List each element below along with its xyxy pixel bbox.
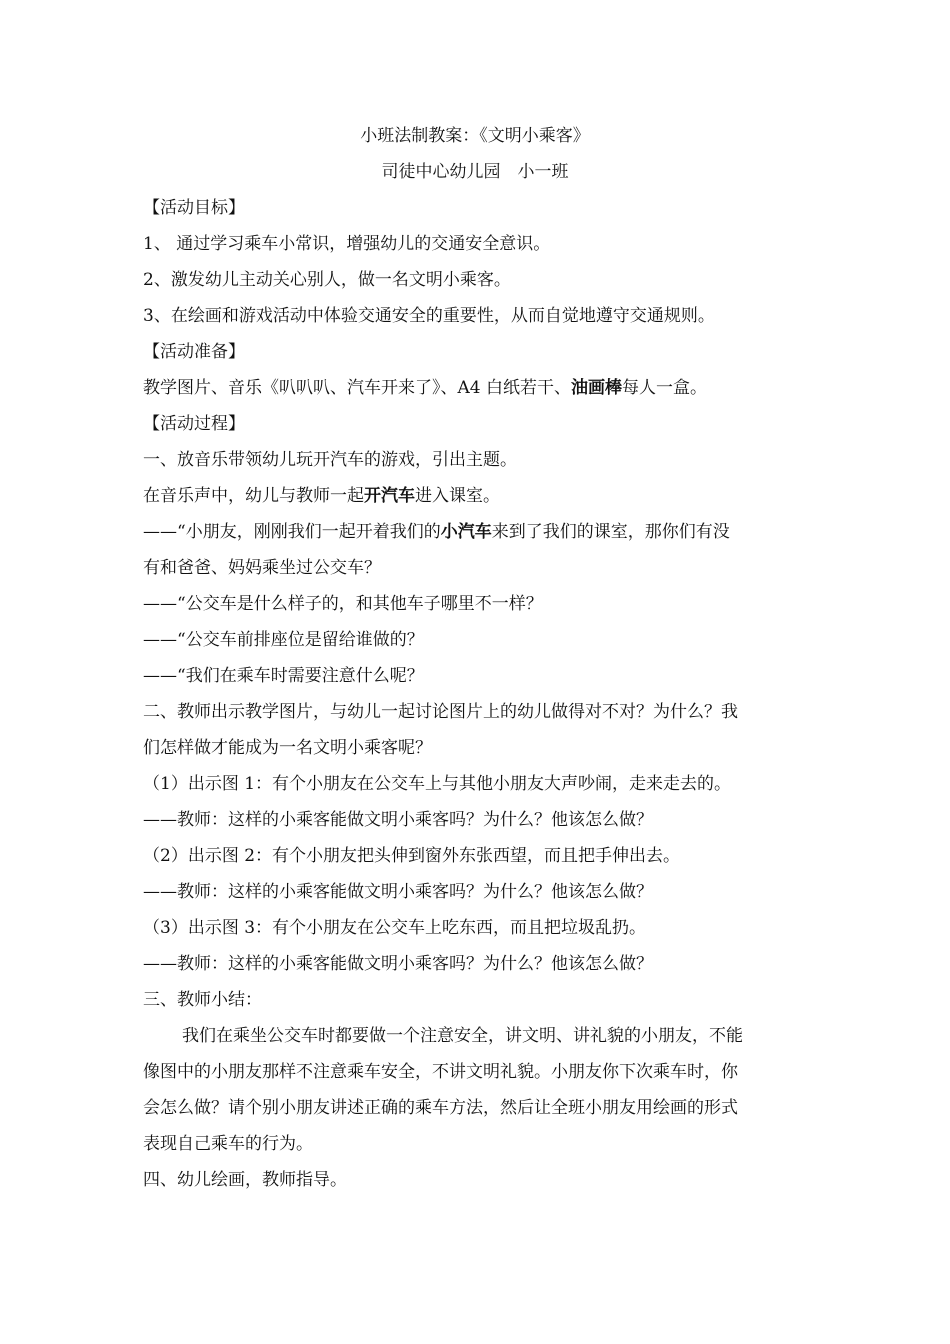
step1-text-bold: 开汽车 — [364, 486, 415, 506]
goal-heading: 【活动目标】 — [143, 198, 245, 218]
step1-text — [143, 484, 500, 508]
step4-title: 四、幼儿绘画，教师指导。 — [143, 1170, 347, 1190]
step2-line1: 二、教师出示教学图片，与幼儿一起讨论图片上的幼儿做得对不对？为什么？我 — [143, 702, 738, 722]
question-1-part1: ——“小朋友，刚刚我们一起开着我们的 — [143, 522, 441, 542]
question-1-part2: 来到了我们的课室，那你们有没 — [491, 522, 730, 542]
teacher-question-1: ——教师：这样的小乘客能做文明小乘客吗？为什么？他该怎么做？ — [143, 810, 653, 830]
step3-title: 三、教师小结： — [143, 990, 262, 1010]
teacher-question-2: ——教师：这样的小乘客能做文明小乘客吗？为什么？他该怎么做？ — [143, 882, 653, 902]
prep-text-bold: 油画棒 — [571, 378, 622, 398]
goal-item-2: 2、激发幼儿主动关心别人，做一名文明小乘客。 — [143, 270, 511, 290]
summary-line-3: 会怎么做？请个别小朋友讲述正确的乘车方法，然后让全班小朋友用绘画的形式 — [143, 1098, 738, 1118]
summary-line-2: 像图中的小朋友那样不注意乘车安全，不讲文明礼貌。小朋友你下次乘车时，你 — [143, 1062, 738, 1082]
prep-text-part1: 教学图片、音乐《叭叭叭、汽车开来了》、A4 白纸若干、 — [143, 378, 571, 398]
question-2: ——“公交车是什么样子的，和其他车子哪里不一样？ — [143, 594, 543, 614]
goal-item-3: 3、在绘画和游戏活动中体验交通安全的重要性，从而自觉地遵守交通规则。 — [143, 306, 715, 326]
question-3: ——“公交车前排座位是留给谁做的？ — [143, 630, 424, 650]
question-1-line2: 有和爸爸、妈妈乘坐过公交车？ — [143, 558, 381, 578]
step1-text-part1: 在音乐声中，幼儿与教师一起 — [143, 486, 364, 506]
goal-item-1: 1、 通过学习乘车小常识，增强幼儿的交通安全意识。 — [143, 234, 551, 254]
step2-line2: 们怎样做才能成为一名文明小乘客呢？ — [143, 738, 432, 758]
prep-text-part2: 每人一盒。 — [622, 378, 707, 398]
summary-line-4: 表现自己乘车的行为。 — [143, 1134, 313, 1154]
picture-1: （1）出示图 1：有个小朋友在公交车上与其他小朋友大声吵闹，走来走去的。 — [143, 774, 732, 794]
prep-heading: 【活动准备】 — [143, 342, 245, 362]
step1-text-part2: 进入课室。 — [415, 486, 500, 506]
question-1-bold: 小汽车 — [440, 522, 492, 542]
picture-3: （3）出示图 3：有个小朋友在公交车上吃东西，而且把垃圾乱扔。 — [143, 918, 647, 938]
step1-title: 一、放音乐带领幼儿玩开汽车的游戏，引出主题。 — [143, 450, 517, 470]
process-heading: 【活动过程】 — [143, 414, 245, 434]
picture-2: （2）出示图 2：有个小朋友把头伸到窗外东张西望，而且把手伸出去。 — [143, 846, 681, 866]
document-title: 小班法制教案：《文明小乘客》 — [360, 126, 590, 146]
prep-text — [143, 376, 707, 400]
question-4: ——“我们在乘车时需要注意什么呢？ — [143, 666, 424, 686]
summary-line-1: 我们在乘坐公交车时都要做一个注意安全，讲文明、讲礼貌的小朋友，不能 — [182, 1026, 743, 1046]
teacher-question-3: ——教师：这样的小乘客能做文明小乘客吗？为什么？他该怎么做？ — [143, 954, 653, 974]
document-subtitle: 司徒中心幼儿园 小一班 — [381, 162, 569, 182]
question-1 — [143, 520, 730, 544]
